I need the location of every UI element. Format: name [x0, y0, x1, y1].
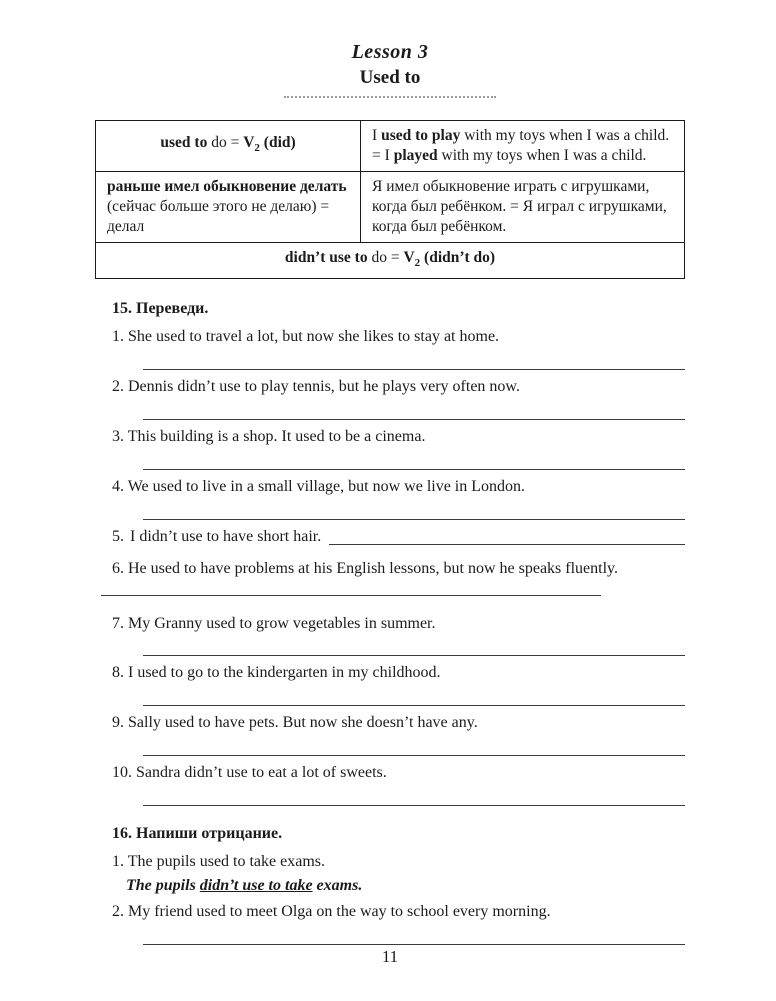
exercise15-item-9 [95, 711, 685, 734]
answer-text: The pupils [126, 877, 200, 895]
exercise15-item-7 [95, 612, 685, 635]
example-text: Я имел обыкновение играть с игрушками, когда был ребёнком. = Я играл с игрушками, когда был ребёнком. [372, 178, 667, 235]
example-en-cell [361, 121, 685, 172]
answer-text: exams. [312, 877, 363, 895]
exercise16-title: 16. Напиши отрицание. [112, 825, 283, 843]
item-number: 2. [112, 903, 124, 921]
exercise15-title: 15. Переведи. [112, 300, 209, 318]
dotted-divider [284, 93, 496, 98]
exercise15-item-3 [95, 425, 685, 448]
table-row [96, 243, 685, 279]
item-text: My Granny used to grow vegetables in summer. [128, 614, 436, 632]
rule-bold: (didn’t do) [420, 249, 496, 266]
item-number: 10. [112, 764, 132, 782]
answer-line [143, 635, 685, 657]
item-number: 9. [112, 714, 124, 732]
answer-line [143, 398, 685, 420]
exercise15-item-5 [95, 525, 685, 548]
item-number: 5. [112, 527, 124, 545]
answer-line [143, 923, 685, 945]
rule-text: do = [207, 134, 244, 152]
item-number: 7. [112, 614, 124, 632]
rule-negative-cell [96, 243, 685, 279]
item-number: 1. [112, 328, 124, 346]
rule-bold: V [243, 134, 255, 152]
item-text: She used to travel a lot, but now she likes to stay at home. [128, 328, 500, 346]
item-text: I didn’t use to have short hair. [130, 527, 322, 545]
answer-line [143, 684, 685, 706]
exercise15-item-6 [95, 557, 685, 603]
example-ru-cell [361, 172, 685, 243]
exercise15-item-4 [95, 475, 685, 498]
item-number: 3. [112, 427, 124, 445]
page-footer [95, 947, 685, 1001]
subscript-2: 2 [254, 142, 260, 155]
item-number: 4. [112, 477, 124, 495]
rule-bold: didn’t use to [284, 249, 368, 266]
page-header [95, 40, 685, 98]
grammar-table [95, 120, 685, 279]
exercise16-item-1 [95, 850, 685, 873]
exercise15-item-8 [95, 661, 685, 684]
example-text: with my toys when I was a child. [437, 147, 647, 164]
rule-form-cell [96, 121, 361, 172]
answer-line [143, 448, 685, 470]
item-text: We used to live in a small village, but now we live in London. [127, 477, 526, 495]
rule-text: do = [367, 249, 404, 266]
answer-underlined: didn’t use to take [199, 877, 313, 895]
item-number: 1. [112, 853, 124, 871]
answer-line [101, 582, 601, 596]
item-text: The pupils used to take exams. [127, 853, 326, 871]
subscript-2: 2 [414, 257, 421, 270]
rule-bold: used to [160, 134, 208, 152]
item-text: This building is a shop. It used to be a cinema. [127, 427, 426, 445]
exercise16-item-2 [95, 900, 685, 923]
item-number: 8. [112, 664, 124, 682]
answer-line [143, 784, 685, 806]
topic-title: Used to [359, 67, 421, 88]
example-bold: played [393, 147, 438, 164]
table-row [96, 121, 685, 172]
item-text: Sandra didn’t use to eat a lot of sweets. [136, 764, 387, 782]
rule-bold: V [403, 249, 415, 266]
example-text: I [372, 127, 382, 144]
table-row [96, 172, 685, 243]
exercise16-answer-1 [126, 874, 685, 897]
item-number: 2. [112, 377, 124, 395]
answer-line [143, 734, 685, 756]
lesson-title: Lesson 3 [351, 41, 429, 63]
item-text: My friend used to meet Olga on the way to school every morning. [128, 903, 551, 921]
rule-ru-cell [96, 172, 361, 243]
answer-line [143, 498, 685, 520]
example-bold: used to play [381, 127, 461, 144]
exercise15-item-2 [95, 375, 685, 398]
page-number: 11 [381, 947, 399, 966]
item-text: I used to go to the kindergarten in my childhood. [128, 664, 441, 682]
exercise15-item-10 [95, 761, 685, 784]
exercise15-item-1 [95, 325, 685, 348]
item-number: 6. [112, 559, 124, 577]
answer-line [329, 525, 685, 545]
rule-bold: (did) [259, 134, 296, 152]
item-text: Sally used to have pets. But now she doesn’t have any. [128, 714, 478, 732]
rule-bold: раньше имел обыкновение делать [107, 178, 347, 195]
rule-text: (сейчас больше этого не делаю) = делал [107, 198, 330, 235]
answer-line [143, 348, 685, 370]
example-text: with my toys when I was a child. = I [372, 127, 670, 164]
item-text: Dennis didn’t use to play tennis, but he plays very often now. [128, 377, 520, 395]
item-text: He used to have problems at his English lessons, but now he speaks fluently. [128, 559, 618, 577]
